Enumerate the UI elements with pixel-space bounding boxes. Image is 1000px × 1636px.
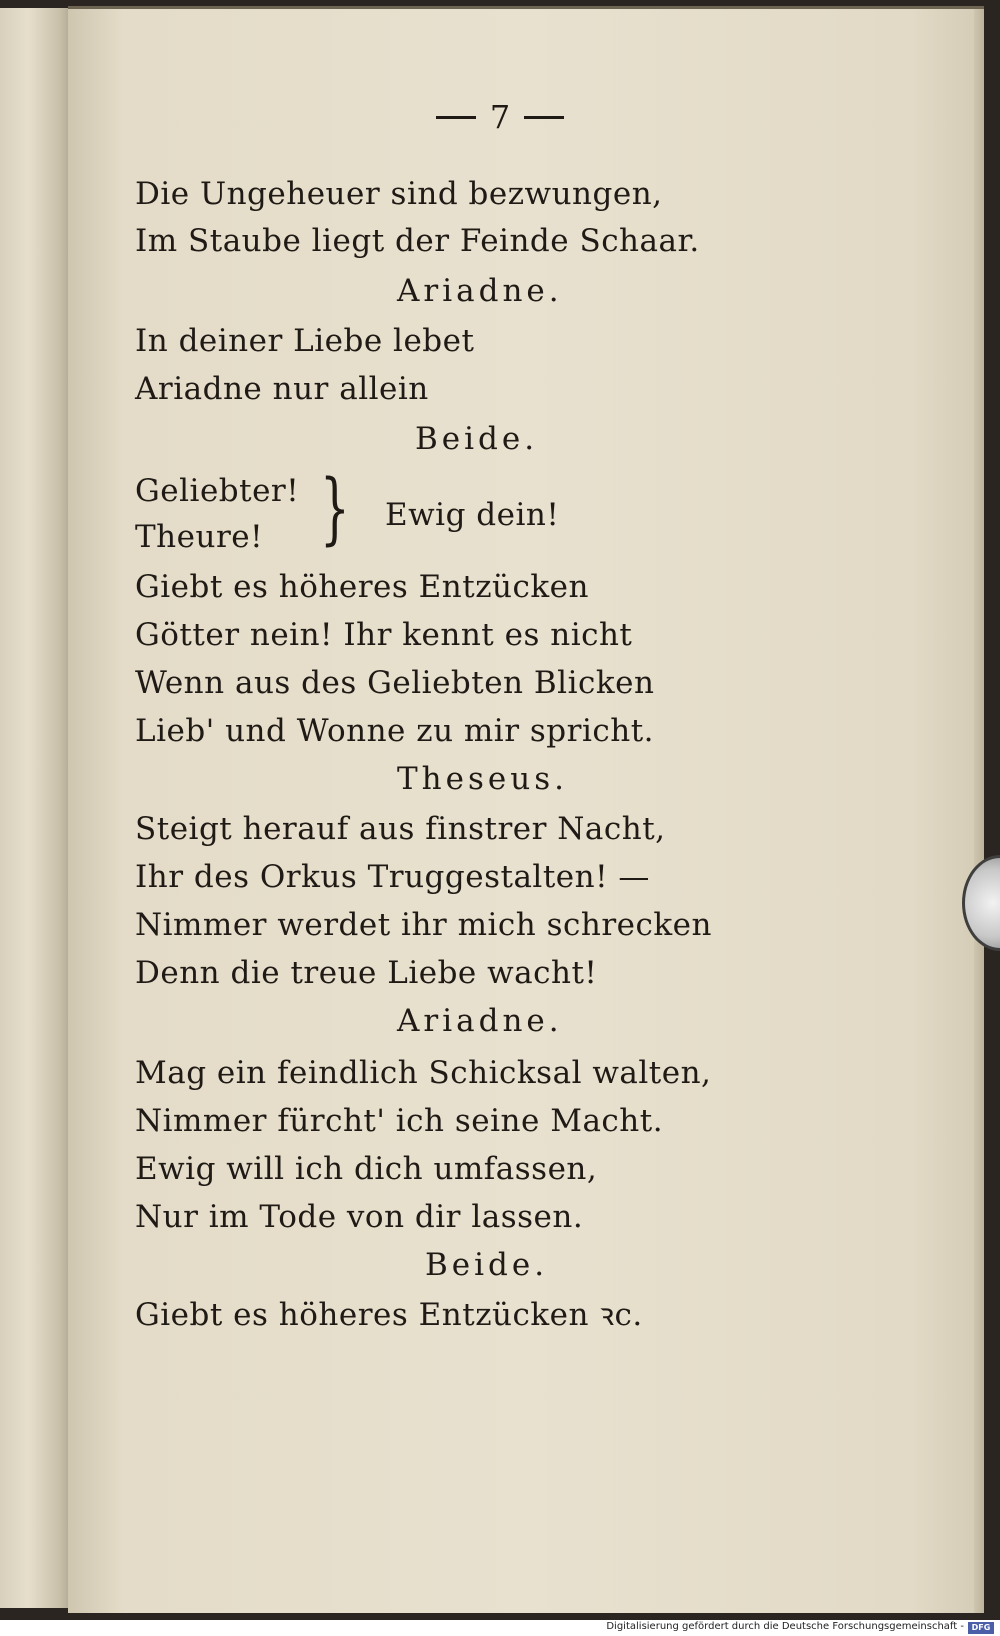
speaker-heading: Ariadne.: [397, 273, 563, 309]
speaker-heading: Beide.: [425, 1247, 549, 1283]
duet-line: Geliebter!: [135, 473, 300, 509]
speaker-heading: Ariadne.: [397, 1003, 563, 1039]
verse-line: Nur im Tode von dir lassen.: [135, 1199, 584, 1235]
verse-line: Mag ein feindlich Schicksal walten,: [135, 1055, 712, 1091]
footer-credit: Digitalisierung gefördert durch die Deutsche Forschungsgemeinschaft -: [606, 1621, 964, 1632]
page-edge: [974, 9, 984, 1613]
verse-line: Ihr des Orkus Truggestalten! —: [135, 859, 650, 895]
verse-line: Lieb' und Wonne zu mir spricht.: [135, 713, 655, 749]
page-number: [405, 98, 595, 136]
verse-line: Giebt es höheres Entzücken: [135, 569, 589, 605]
footer-bar: [0, 1620, 1000, 1636]
verse-line: Die Ungeheuer sind bezwungen,: [135, 176, 663, 212]
dash-right: [524, 116, 564, 119]
verse-line: Steigt herauf aus finstrer Nacht,: [135, 811, 666, 847]
duet-line: Theure!: [135, 519, 264, 555]
speaker-heading: Theseus.: [397, 761, 568, 797]
dfg-logo: DFG: [968, 1622, 994, 1634]
verse-line: In deiner Liebe lebet: [135, 323, 475, 359]
verse-line: Giebt es höheres Entzücken ꝛc.: [135, 1297, 643, 1333]
verse-line: Ariadne nur allein: [135, 371, 429, 407]
verse-line: Nimmer fürcht' ich seine Macht.: [135, 1103, 664, 1139]
brace-symbol: }: [320, 464, 351, 554]
verse-line: Wenn aus des Geliebten Blicken: [135, 665, 655, 701]
dash-left: [436, 116, 476, 119]
left-page-stack: [0, 8, 72, 1608]
speaker-heading: Beide.: [415, 421, 539, 457]
duet-response: Ewig dein!: [385, 497, 560, 533]
verse-line: Ewig will ich dich umfassen,: [135, 1151, 598, 1187]
verse-line: Denn die treue Liebe wacht!: [135, 955, 598, 991]
verse-line: Im Staube liegt der Feinde Schaar.: [135, 223, 700, 259]
page-number-text: 7: [489, 98, 511, 136]
verse-line: Götter nein! Ihr kennt es nicht: [135, 617, 633, 653]
verse-line: Nimmer werdet ihr mich schrecken: [135, 907, 712, 943]
